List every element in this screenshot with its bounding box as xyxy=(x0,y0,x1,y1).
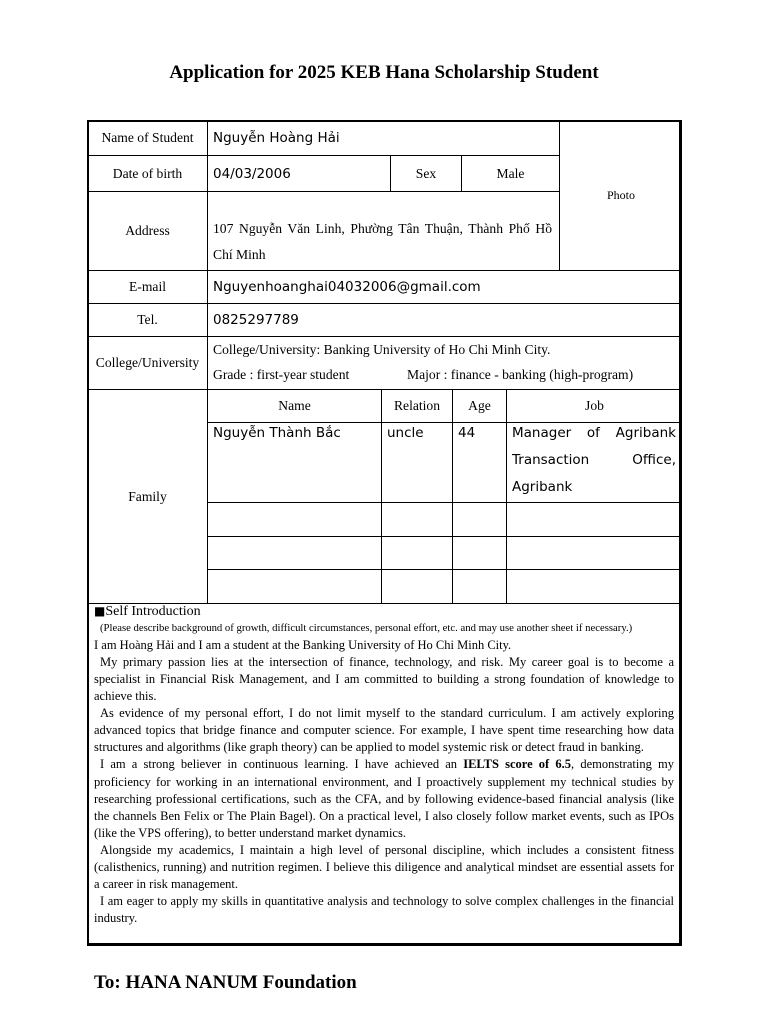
tel-value: 0825297789 xyxy=(207,303,682,336)
family-empty-cell xyxy=(506,536,682,569)
family-empty-cell xyxy=(381,502,452,536)
name-value: Nguyễn Hoàng Hải xyxy=(207,120,559,155)
self-intro-paragraph xyxy=(94,756,674,841)
paragraph-text: , demonstrating my proficiency for working in an international environment, and I proactively supplement my technical studies by researching professional certifications, such as the CFA, and by following evidence-based financial analysis (like the channels Ben Felix or The Plain Bagel). On a practical level, I also closely follow market events, such as IPOs (like the VPS offering), to better understand market dynamics. xyxy=(94,757,674,840)
family-empty-cell xyxy=(381,536,452,569)
address-value: 107 Nguyễn Văn Linh, Phường Tân Thuận, Thành Phố Hồ Chí Minh xyxy=(207,191,559,270)
self-intro-paragraph: Alongside my academics, I maintain a high level of personal discipline, which includes a consistent fitness (calisthenics, running) and nutrition regimen. I believe this diligence and analytical mindset are essential assets for a career in risk management. xyxy=(94,842,674,891)
grade-value: Grade : first-year student xyxy=(213,367,350,382)
sex-label: Sex xyxy=(390,155,461,191)
addressee: To: HANA NANUM Foundation xyxy=(94,972,357,993)
family-row-job: Manager of Agribank Transaction Office, Agribank xyxy=(506,422,682,502)
family-empty-cell xyxy=(381,569,452,603)
college-value xyxy=(207,336,682,389)
square-bullet-icon: ■ xyxy=(94,604,106,618)
name-label: Name of Student xyxy=(87,120,207,155)
family-row-name: Nguyễn Thành Bắc xyxy=(207,422,381,502)
self-intro-paragraph: I am eager to apply my skills in quantitative analysis and technology to solve complex challenges in the financial industry. xyxy=(94,893,674,925)
family-empty-cell xyxy=(452,569,506,603)
self-intro-paragraph: As evidence of my personal effort, I do not limit myself to the standard curriculum. I am actively exploring advanced topics that bridge finance and computer science. For example, I have spent time researching how data structures and algorithms (like graph theory) can be applied to model systemic risk or detect fraud in banking. xyxy=(94,706,674,755)
grade-major-line xyxy=(213,362,676,387)
family-empty-cell xyxy=(207,569,381,603)
college-line: College/University: Banking University of Ho Chi Minh City. xyxy=(213,342,551,357)
major-value: Major : finance - banking (high-program) xyxy=(407,367,634,382)
family-col-name: Name xyxy=(207,389,381,422)
email-value: Nguyenhoanghai04032006@gmail.com xyxy=(207,270,682,303)
family-row-age: 44 xyxy=(452,422,506,502)
dob-value: 04/03/2006 xyxy=(207,155,390,191)
family-col-relation: Relation xyxy=(381,389,452,422)
family-empty-cell xyxy=(207,502,381,536)
self-intro-paragraph: I am Hoàng Hải and I am a student at the Banking University of Ho Chi Minh City. xyxy=(94,638,512,652)
email-label: E-mail xyxy=(87,270,207,303)
sex-value: Male xyxy=(461,155,559,191)
dob-label: Date of birth xyxy=(87,155,207,191)
family-empty-cell xyxy=(506,569,682,603)
self-intro-paragraph: My primary passion lies at the intersection of finance, technology, and risk. My career goal is to become a specialist in Financial Risk Management, and I am committed to building a strong foundation of knowledge to achieve this. xyxy=(94,655,674,704)
self-intro-heading xyxy=(94,603,674,620)
self-intro xyxy=(94,603,674,927)
family-empty-cell xyxy=(452,536,506,569)
self-intro-note: (Please describe background of growth, difficult circumstances, personal effort, etc. and may use another sheet if necessary.) xyxy=(100,622,633,634)
page-title: Application for 2025 KEB Hana Scholarship Student xyxy=(169,62,599,83)
tel-label: Tel. xyxy=(87,303,207,336)
college-label: College/University xyxy=(87,336,207,389)
family-col-job: Job xyxy=(506,389,682,422)
family-row-relation: uncle xyxy=(381,422,452,502)
ielts-score-highlight: IELTS score of 6.5 xyxy=(463,757,572,772)
paragraph-text: I am a strong believer in continuous learning. I have achieved an xyxy=(100,757,464,772)
self-intro-heading-text: Self Introduction xyxy=(105,604,201,619)
family-col-age: Age xyxy=(452,389,506,422)
family-label: Family xyxy=(87,389,207,603)
address-label: Address xyxy=(87,191,207,270)
photo-box: Photo xyxy=(559,120,682,270)
family-empty-cell xyxy=(452,502,506,536)
family-empty-cell xyxy=(207,536,381,569)
family-empty-cell xyxy=(506,502,682,536)
